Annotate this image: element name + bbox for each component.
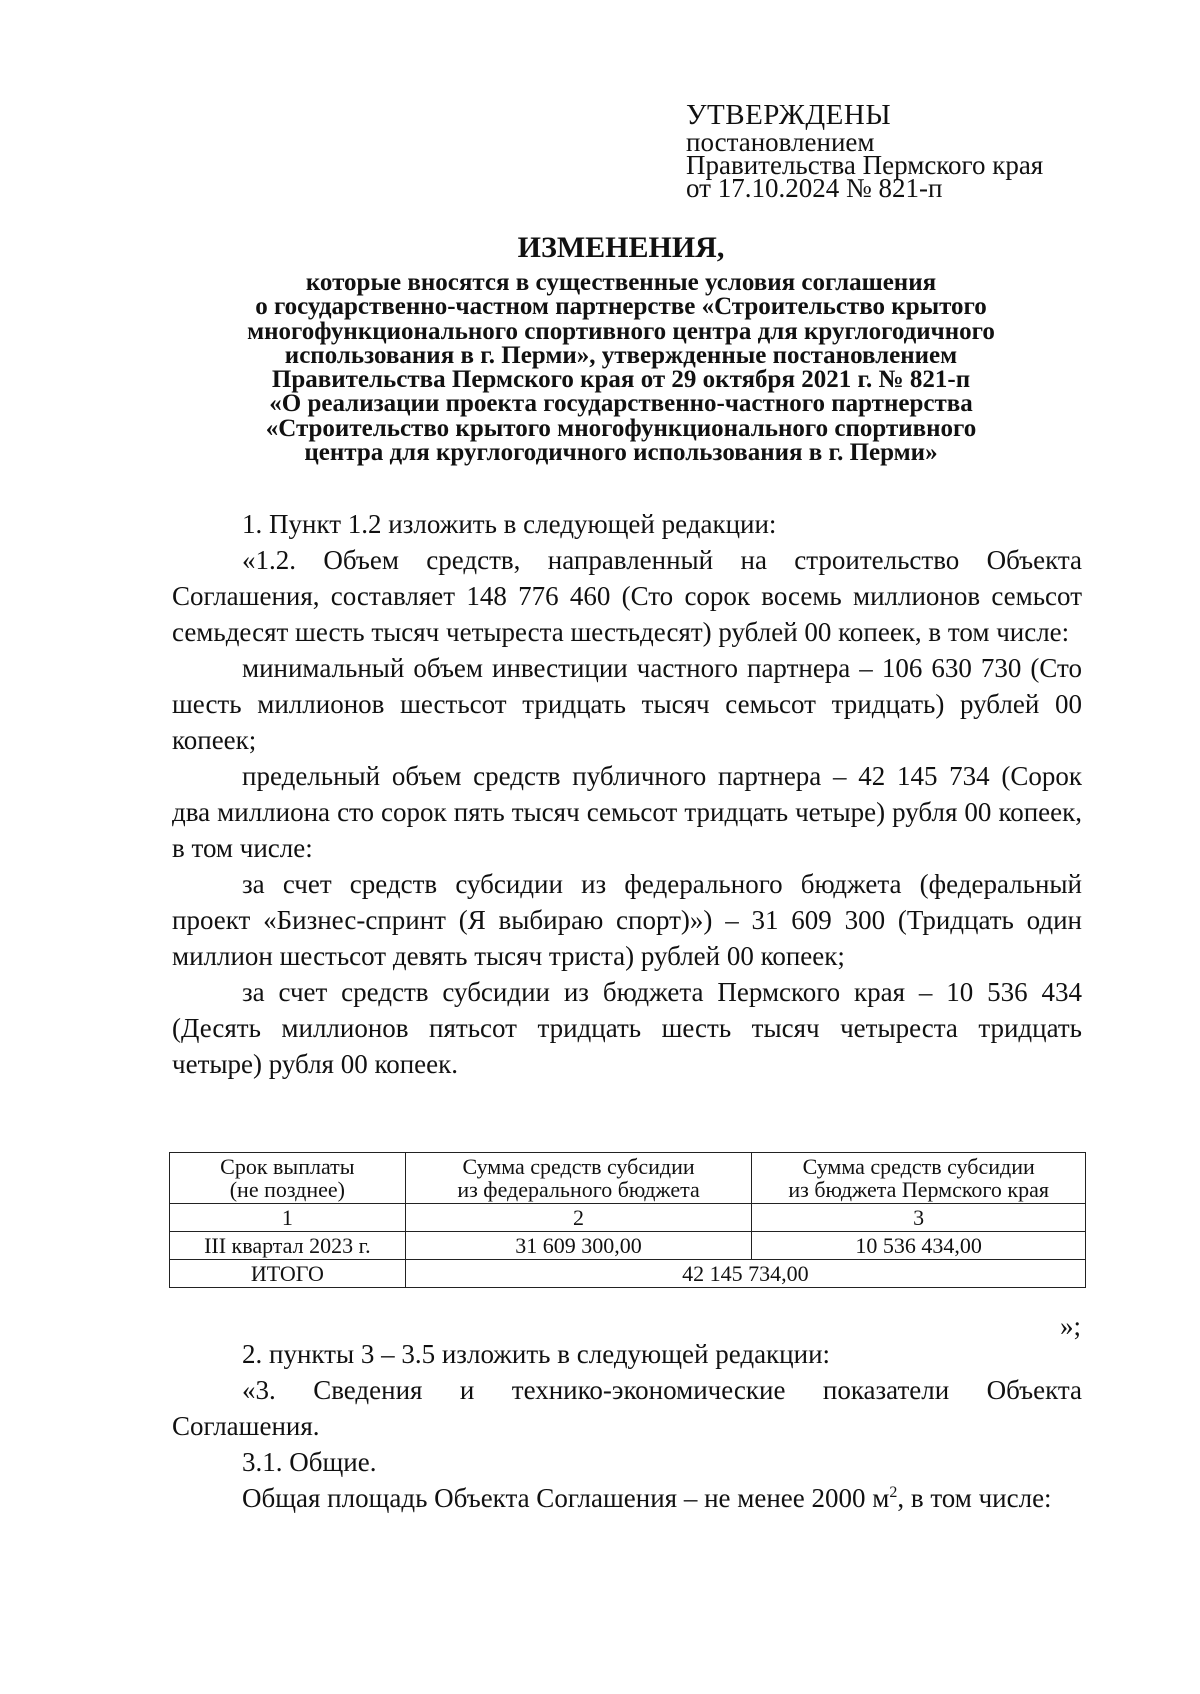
header-cell-period: [170, 1153, 406, 1204]
paragraph: за счет средств субсидии из бюджета Пермского края – 10 536 434 (Десять миллионов пятьсот тридцать шесть тысяч четыреста тридцать четыре) рубля 00 копеек.: [172, 977, 1082, 1079]
paragraph: «1.2. Объем средств, направленный на строительство Объекта Соглашения, составляет 148 776 460 (Сто сорок восемь миллионов семьсот семьдесят шесть тысяч четыреста шестьдесят) рублей 00 копеек, в том числе:: [172, 545, 1082, 647]
approval-line: постановлением: [686, 127, 875, 157]
table-total-row: [170, 1260, 1086, 1288]
header-text: из бюджета Пермского края: [788, 1177, 1049, 1202]
header-text: Срок выплаты: [220, 1154, 355, 1179]
area-unit-superscript: 2: [889, 1484, 898, 1501]
section-1: [172, 506, 1082, 1082]
document-title: ИЗМЕНЕНИЯ,: [517, 231, 725, 264]
paragraph: за счет средств субсидии из федерального бюджета (федеральный проект «Бизнес-спринт (Я выбираю спорт)») – 31 609 300 (Тридцать один миллион шестьсот девять тысяч триста) рублей 00 копеек;: [172, 869, 1082, 971]
total-amount: 42 145 734,00: [405, 1260, 1085, 1288]
table-row: [170, 1232, 1086, 1260]
header-text: Сумма средств субсидии: [462, 1154, 695, 1179]
subtitle-line: Правительства Пермского края от 29 октября 2021 г. № 821-п: [271, 366, 971, 394]
header-text: Сумма средств субсидии: [802, 1154, 1035, 1179]
cell-period: III квартал 2023 г.: [170, 1232, 406, 1260]
paragraph: 3.1. Общие.: [242, 1447, 377, 1477]
approval-stamp: [686, 99, 1106, 203]
paragraph: минимальный объем инвестиции частного партнера – 106 630 730 (Сто шесть миллионов шестьсот тридцать тысяч семьсот тридцать) рублей 00 копеек;: [172, 653, 1082, 755]
paragraph: «3. Сведения и технико-экономические показатели Объекта Соглашения.: [172, 1375, 1082, 1441]
subtitle-line: которые вносятся в существенные условия соглашения: [305, 269, 937, 296]
subtitle-line: о государственно-частном партнерстве «Строительство крытого: [255, 293, 987, 321]
paragraph: 1. Пункт 1.2 изложить в следующей редакции:: [242, 509, 777, 539]
subtitle-line: «Строительство крытого многофункционального спортивного: [265, 414, 977, 442]
paragraph: 2. пункты 3 – 3.5 изложить в следующей редакции:: [242, 1339, 831, 1369]
column-number: 3: [752, 1204, 1086, 1232]
header-cell-regional: [752, 1153, 1086, 1204]
table-header-row: [170, 1153, 1086, 1204]
document-subtitle: [160, 271, 1082, 465]
subtitle-line: «О реализации проекта государственно-частного партнерства: [269, 390, 973, 418]
paragraph: предельный объем средств публичного партнера – 42 145 734 (Сорок два миллиона сто сорок пять тысяч семьсот тридцать четыре) рубля 00 копеек, в том числе:: [172, 761, 1082, 863]
subtitle-line: центра для круглогодичного использования в г. Перми»: [304, 439, 938, 467]
column-number: 2: [405, 1204, 752, 1232]
cell-regional-amount: 10 536 434,00: [752, 1232, 1086, 1260]
area-text: Общая площадь Объекта Соглашения – не менее 2000 м: [242, 1483, 890, 1513]
subtitle-line: использования в г. Перми», утвержденные постановлением: [284, 341, 958, 369]
subtitle-line: многофункционального спортивного центра для круглогодичного: [247, 317, 995, 345]
area-text-end: , в том числе:: [897, 1483, 1052, 1513]
header-text: из федерального бюджета: [457, 1177, 700, 1202]
cell-federal-amount: 31 609 300,00: [405, 1232, 752, 1260]
approval-date: от 17.10.2024 № 821-п: [686, 173, 943, 203]
header-text: (не позднее): [229, 1177, 345, 1202]
paragraph-area: [172, 1480, 1082, 1516]
approval-title: УТВЕРЖДЕНЫ: [686, 99, 892, 131]
total-label: ИТОГО: [170, 1260, 406, 1288]
table-number-row: [170, 1204, 1086, 1232]
approval-line: Правительства Пермского края: [686, 150, 1044, 180]
header-cell-federal: [405, 1153, 752, 1204]
subsidy-table: [169, 1152, 1086, 1288]
section-2: [172, 1336, 1082, 1516]
column-number: 1: [170, 1204, 406, 1232]
closing-quote: »;: [1060, 1311, 1082, 1341]
